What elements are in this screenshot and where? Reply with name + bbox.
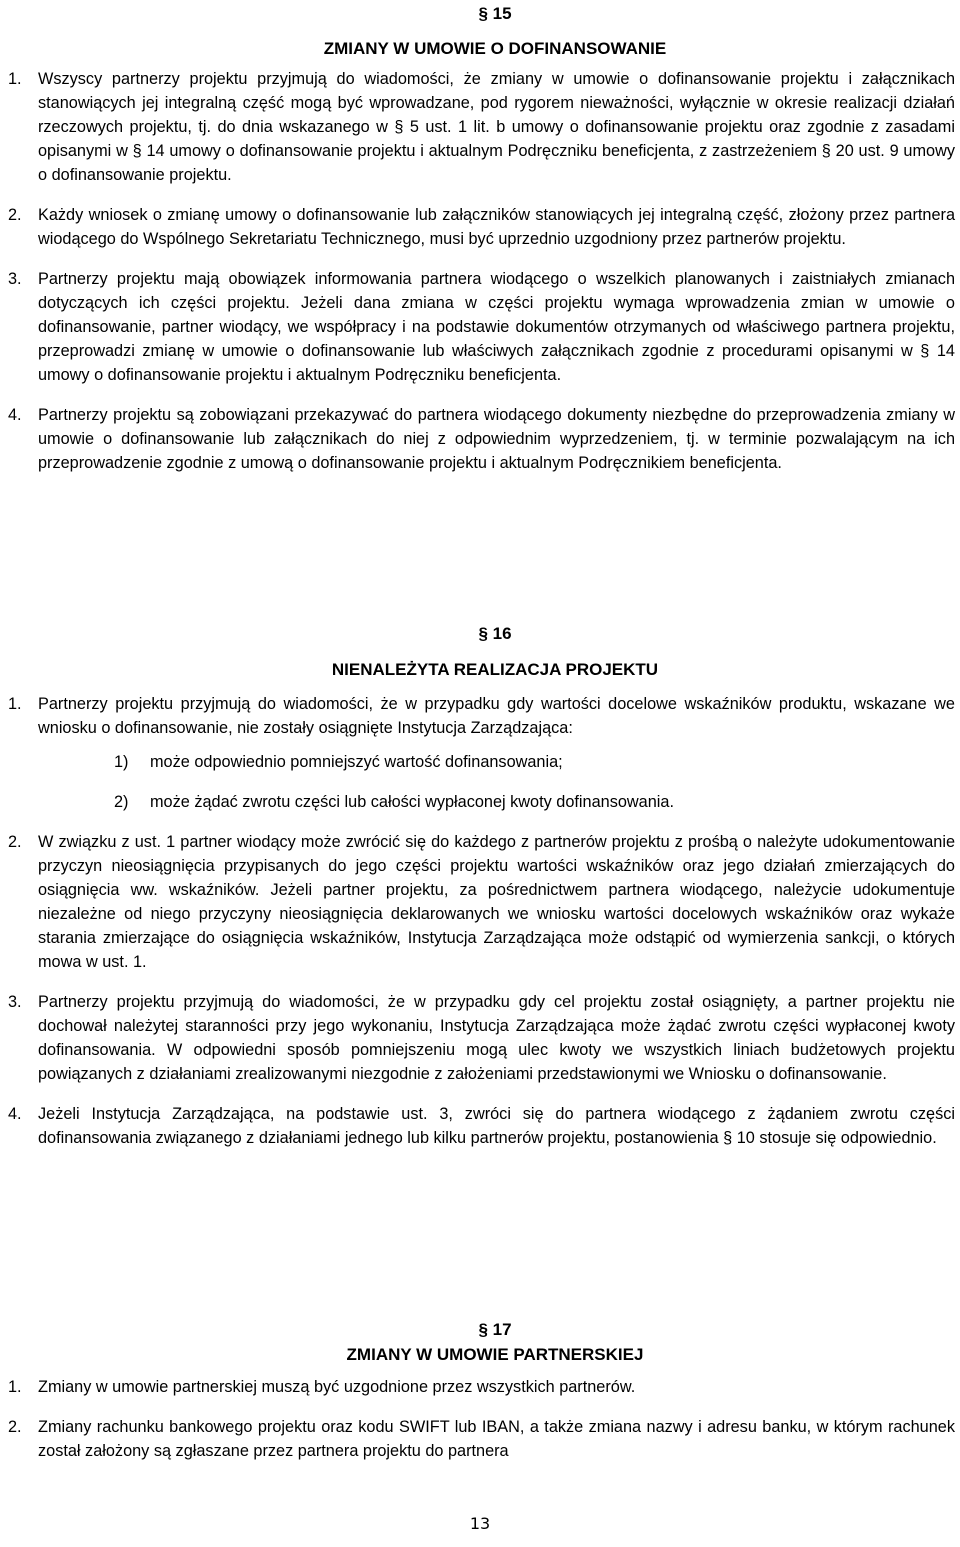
list-item [0,830,960,974]
sub-item-number: 1) [114,753,129,771]
item-text: Partnerzy projektu są zobowiązani przekazywać do partnera wiodącego dokumenty niezbędne do przeprowadzenia zmiany w umowie o dofinansowanie lub załącznikach do niej z odpowiednim wyprzedzeniem, tj. w terminie pozwalającym na ich przeprowadzenie zgodnie z umową o dofinansowanie projektu i aktualnym Podręcznikiem beneficjenta. [38,406,955,472]
section-17 [0,1318,960,1463]
item-text: Partnerzy projektu mają obowiązek informowania partnera wiodącego o wszelkich planowanych i zaistniałych zmianach dotyczących ich części projektu. Jeżeli dana zmiana w części projektu wymaga wprowadzenia zmian w umowie o dofinansowanie, partner wiodący, we współpracy i na podstawie dokumentów otrzymanych od właściwego partnera projektu, przeprowadzi zmianę w umowie o dofinansowanie lub właściwych załącznikach zgodnie z procedurami opisanymi w § 14 umowy o dofinansowanie projektu i aktualnym Podręczniku beneficjenta. [38,270,955,384]
item-text: Zmiany rachunku bankowego projektu oraz kodu SWIFT lub IBAN, a także zmiana nazwy i adresu banku, w którym rachunek został założony są zgłaszane przez partnera projektu do partnera [38,1418,955,1460]
section-16 [0,622,960,1150]
section-15 [0,2,960,475]
section-number: § 15 [478,4,512,23]
sub-item [38,790,955,814]
list-item [0,990,960,1086]
section-title: ZMIANY W UMOWIE O DOFINANSOWANIE [323,39,667,58]
item-text: Partnerzy projektu przyjmują do wiadomości, że w przypadku gdy cel projektu został osiągnięty, a partner projektu nie dochował należytej staranności przy jego wykonaniu, Instytucja Zarządzająca może żądać zwrotu części wypłaconej kwoty dofinansowania. W odpowiedni sposób pomniejszeniu mogą ulec kwoty we wszystkich liniach budżetowych projektu powiązanych z działaniami zrealizowanymi niezgodnie z założeniami przedstawionymi we Wniosku o dofinansowanie. [38,993,955,1083]
item-text: Każdy wniosek o zmianę umowy o dofinansowanie lub załączników stanowiących jej integralną część, złożony przez partnera wiodącego do Wspólnego Sekretariatu Technicznego, musi być uprzednio uzgodniony przez partnerów projektu. [38,206,955,248]
section-number: § 17 [478,1320,512,1339]
list-item [0,203,960,251]
list-item [0,267,960,387]
list-item [0,692,960,814]
section-items [0,67,960,475]
item-number: 1. [8,695,22,713]
sub-items [38,750,955,814]
item-text: Partnerzy projektu przyjmują do wiadomości, że w przypadku gdy wartości docelowe wskaźników produktu, wskazane we wniosku o dofinansowanie, nie zostały osiągnięte Instytucja Zarządzająca: [38,695,955,737]
list-item [0,1375,960,1399]
section-items [0,1375,960,1463]
section-title: ZMIANY W UMOWIE PARTNERSKIEJ [346,1345,644,1364]
item-number: 4. [8,406,22,424]
item-number: 4. [8,1105,22,1123]
page-number: 13 [469,1514,491,1533]
item-number: 2. [8,206,22,224]
item-number: 3. [8,993,22,1011]
sub-item-text: może żądać zwrotu części lub całości wypłaconej kwoty dofinansowania. [150,793,674,811]
list-item [0,403,960,475]
sub-item-text: może odpowiednio pomniejszyć wartość dofinansowania; [150,753,563,771]
item-text: Wszyscy partnerzy projektu przyjmują do wiadomości, że zmiany w umowie o dofinansowanie projektu i załącznikach stanowiących jej integralną część mogą być wprowadzane, pod rygorem nieważności, wyłącznie w okresie realizacji działań rzeczowych projektu, tj. do dnia wskazanego w § 5 ust. 1 lit. b umowy o dofinansowanie projektu oraz zgodnie z zasadami opisanymi w § 14 umowy o dofinansowanie projektu i aktualnym Podręczniku beneficjenta, z zastrzeżeniem § 20 ust. 9 umowy o dofinansowanie projektu. [38,70,955,184]
item-number: 1. [8,1378,22,1396]
item-number: 3. [8,270,22,288]
list-item [0,1102,960,1150]
list-item [0,1415,960,1463]
sub-item [38,750,955,774]
sub-item-number: 2) [114,793,129,811]
section-title: NIENALEŻYTA REALIZACJA PROJEKTU [331,660,659,679]
item-text: Jeżeli Instytucja Zarządzająca, na podstawie ust. 3, zwróci się do partnera wiodącego z żądaniem zwrotu części dofinansowania związanego z działaniami jednego lub kilku partnerów projektu, postanowienia § 10 stosuje się odpowiednio. [38,1105,955,1147]
item-number: 2. [8,1418,22,1436]
item-text: W związku z ust. 1 partner wiodący może zwrócić się do każdego z partnerów projektu z prośbą o należyte udokumentowanie przyczyn nieosiągnięcia przypisanych do jego części projektu wartości wskaźników oraz jego działań zmierzających do osiągnięcia ww. wskaźników. Jeżeli partner projektu, za pośrednictwem partnera wiodącego, należycie udokumentuje niezależne od niego przyczyny nieosiągnięcia deklarowanych we wniosku wartości docelowych wskaźników oraz wykaże starania zmierzające do osiągnięcia wskaźników, Instytucja Zarządzająca może odstąpić od wymierzenia sankcji, o których mowa w ust. 1. [38,833,955,971]
item-number: 1. [8,70,22,88]
list-item [0,67,960,187]
section-number: § 16 [478,624,512,643]
item-number: 2. [8,833,22,851]
item-text: Zmiany w umowie partnerskiej muszą być uzgodnione przez wszystkich partnerów. [38,1378,636,1396]
section-items [0,692,960,1150]
